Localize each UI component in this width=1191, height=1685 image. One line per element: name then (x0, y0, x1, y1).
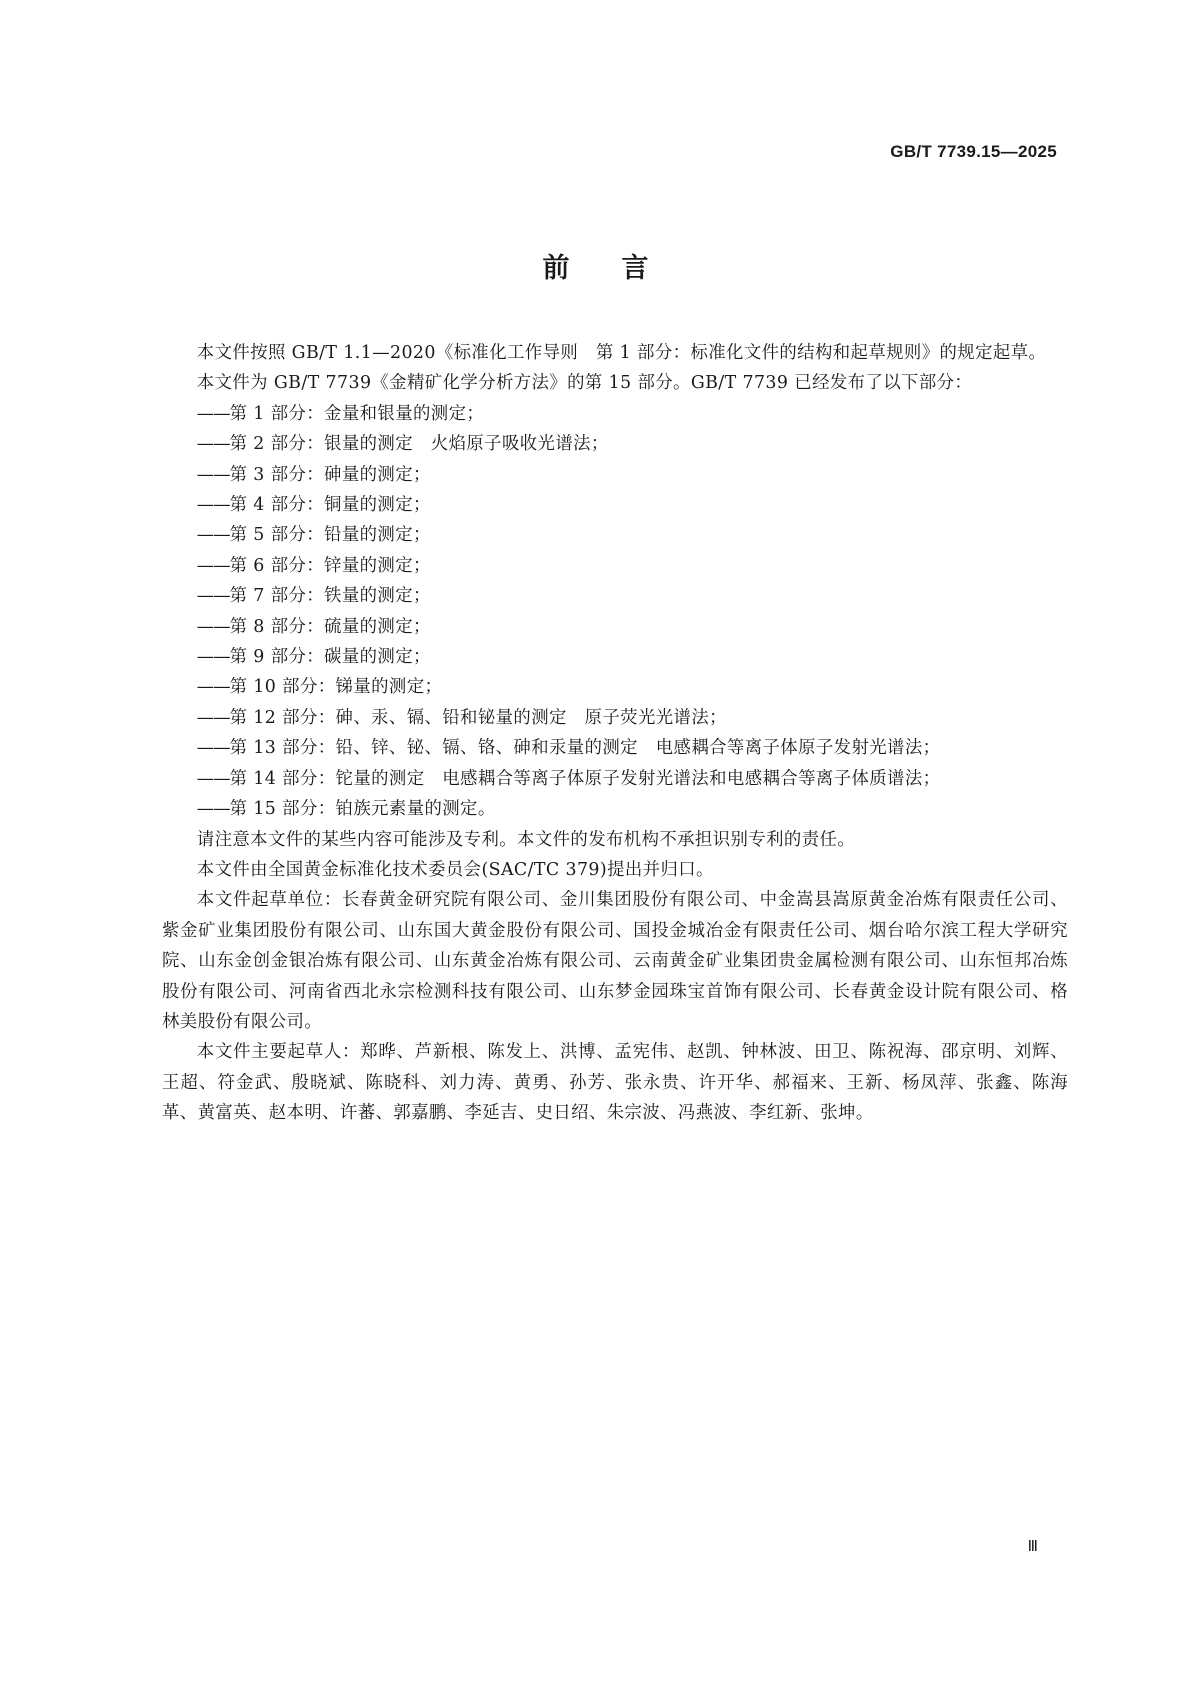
paragraph-drafting-rules: 本文件按照 GB/T 1.1—2020《标准化工作导则 第 1 部分：标准化文件的结构和起草规则》的规定起草。 (196, 343, 1047, 363)
list-dash: —— (196, 586, 230, 607)
list-item (162, 764, 1068, 794)
list-item-text: 第 6 部分：锌量的测定； (229, 555, 431, 576)
page-title: 前言 (542, 253, 701, 284)
list-item-text: 第 10 部分：锑量的测定； (229, 677, 443, 698)
paragraph-proposer: 本文件由全国黄金标准化技术委员会(SAC/TC 379)提出并归口。 (196, 859, 714, 880)
list-item (162, 551, 1068, 581)
list-item-text: 第 1 部分：金量和银量的测定； (229, 403, 485, 424)
list-item-text: 第 4 部分：铜量的测定； (229, 495, 431, 516)
list-dash: —— (196, 495, 230, 516)
parts-list (162, 399, 1068, 825)
list-item-text: 第 3 部分：砷量的测定； (229, 464, 431, 485)
paragraph-series-intro: 本文件为 GB/T 7739《金精矿化学分析方法》的第 15 部分。GB/T 7739 已经发布了以下部分： (196, 373, 973, 394)
list-dash: —— (196, 434, 230, 455)
list-dash: —— (196, 738, 230, 759)
list-item-text: 第 12 部分：砷、汞、镉、铅和铋量的测定 原子荧光光谱法； (229, 707, 727, 728)
list-dash: —— (196, 647, 230, 668)
list-dash: —— (196, 464, 230, 485)
list-item (162, 703, 1068, 733)
list-dash: —— (196, 525, 230, 546)
list-dash: —— (196, 677, 230, 698)
foreword-body (162, 338, 1068, 1129)
list-item (162, 672, 1068, 702)
list-dash: —— (196, 555, 230, 576)
list-item (162, 490, 1068, 520)
list-item (162, 733, 1068, 763)
list-item (162, 642, 1068, 672)
list-item-text: 第 15 部分：铂族元素量的测定。 (229, 799, 496, 820)
list-item (162, 429, 1068, 459)
list-dash: —— (196, 799, 230, 820)
list-item (162, 460, 1068, 490)
paragraph-patent-notice: 请注意本文件的某些内容可能涉及专利。本文件的发布机构不承担识别专利的责任。 (196, 829, 856, 850)
paragraph-drafters: 本文件主要起草人：郑晔、芦新根、陈发上、洪博、孟宪伟、赵凯、钟林波、田卫、陈祝海、邵京明、刘辉、王超、符金武、殷晓斌、陈晓科、刘力涛、黄勇、孙芳、张永贵、许开华、郝福来、王新、杨凤萍、张鑫、陈海革、黄富英、赵本明、许蕃、郭嘉鹏、李延吉、史日绍、朱宗波、冯燕波、李红新、张坤。 (162, 1042, 1068, 1124)
list-item-text: 第 9 部分：碳量的测定； (229, 647, 431, 668)
list-item-text: 第 2 部分：银量的测定 火焰原子吸收光谱法； (229, 434, 609, 455)
page-number: Ⅲ (1027, 1537, 1038, 1555)
list-item-text: 第 8 部分：硫量的测定； (229, 616, 431, 637)
list-item (162, 399, 1068, 429)
list-item (162, 581, 1068, 611)
list-item (162, 612, 1068, 642)
list-item (162, 520, 1068, 550)
list-item-text: 第 14 部分：铊量的测定 电感耦合等离子体原子发射光谱法和电感耦合等离子体质谱法； (229, 768, 941, 789)
list-dash: —— (196, 707, 230, 728)
list-item-text: 第 13 部分：铅、锌、铋、镉、铬、砷和汞量的测定 电感耦合等离子体原子发射光谱法； (229, 738, 941, 759)
list-item-text: 第 7 部分：铁量的测定； (229, 586, 431, 607)
list-dash: —— (196, 616, 230, 637)
list-dash: —— (196, 768, 230, 789)
standard-code: GB/T 7739.15—2025 (890, 142, 1057, 161)
list-item-text: 第 5 部分：铅量的测定； (229, 525, 431, 546)
list-item (162, 794, 1068, 824)
paragraph-drafting-units: 本文件起草单位：长春黄金研究院有限公司、金川集团股份有限公司、中金嵩县嵩原黄金冶炼有限责任公司、紫金矿业集团股份有限公司、山东国大黄金股份有限公司、国投金城冶金有限责任公司、烟台哈尔滨工程大学研究院、山东金创金银冶炼有限公司、山东黄金冶炼有限公司、云南黄金矿业集团贵金属检测有限公司、山东恒邦冶炼股份有限公司、河南省西北永宗检测科技有限公司、山东梦金园珠宝首饰有限公司、长春黄金设计院有限公司、格林美股份有限公司。 (162, 890, 1068, 1032)
list-dash: —— (196, 403, 230, 424)
